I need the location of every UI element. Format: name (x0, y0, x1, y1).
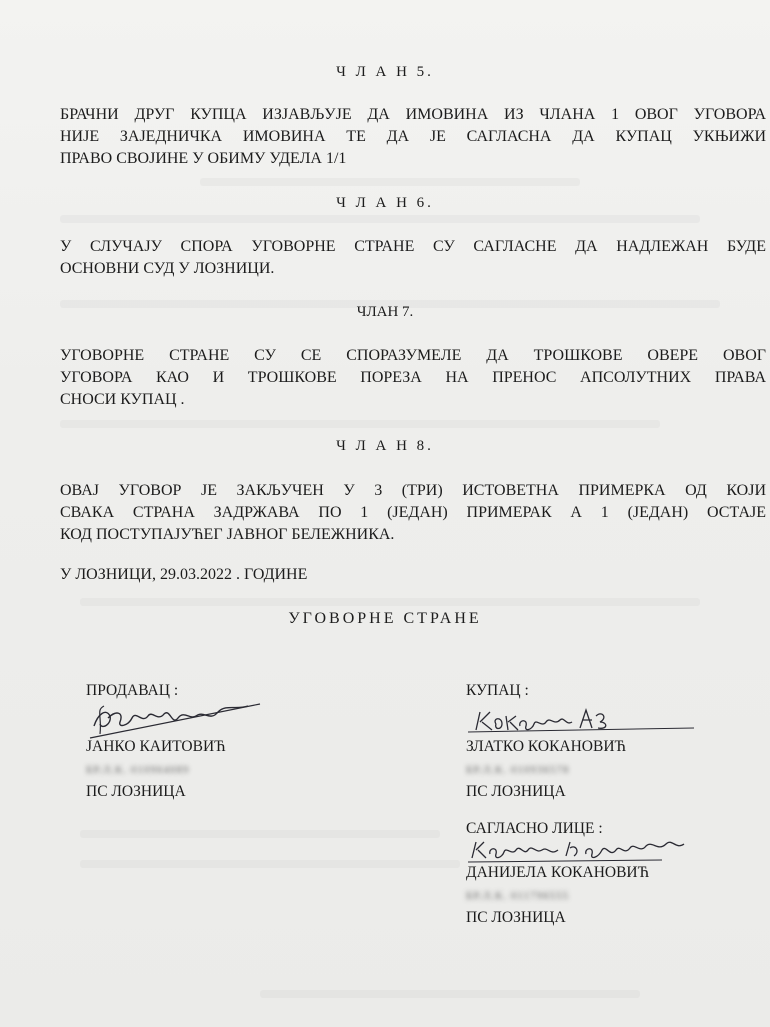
show-through-mark (60, 215, 700, 223)
article-7-line: СНОСИ КУПАЦ . (60, 391, 185, 408)
show-through-mark (80, 830, 440, 838)
consenting-name: ДАНИЈЕЛА КОКАНОВИЋ (466, 864, 650, 881)
buyer-issuer: ПС ЛОЗНИЦА (466, 783, 566, 800)
show-through-mark (80, 598, 700, 606)
place-and-date: У ЛОЗНИЦИ, 29.03.2022 . ГОДИНЕ (60, 566, 308, 583)
seller-issuer: ПС ЛОЗНИЦА (86, 783, 186, 800)
article-6-line: ОСНОВНИ СУД У ЛОЗНИЦИ. (60, 260, 275, 277)
buyer-signature (462, 704, 702, 740)
article-5-heading: Ч Л А Н 5. (336, 64, 434, 80)
article-6-text (60, 236, 766, 280)
article-8-line: КОД ПОСТУПАЈУЋЕГ ЈАВНОГ БЕЛЕЖНИКА. (60, 526, 395, 543)
article-5-line: ПРАВО СВОЈИНЕ У ОБИМУ УДЕЛА 1/1 (60, 150, 347, 167)
show-through-mark (60, 420, 660, 428)
contracting-parties-heading: УГОВОРНЕ СТРАНЕ (288, 610, 482, 627)
article-8-line: СВАКА СТРАНА ЗАДРЖАВА ПО 1 (ЈЕДАН) ПРИМЕРАК А 1 (ЈЕДАН) ОСТАЈЕ (60, 504, 766, 521)
article-8-text (60, 480, 766, 546)
consenting-signature (462, 832, 702, 866)
article-7-line: УГОВОРА КАО И ТРОШКОВЕ ПОРЕЗА НА ПРЕНОС АПСОЛУТНИХ ПРАВА (60, 369, 766, 386)
consenting-role: САГЛАСНО ЛИЦЕ : (466, 820, 603, 837)
article-6-heading: Ч Л А Н 6. (336, 195, 434, 211)
seller-id-redacted: БР.Л.К. 010964089 (86, 764, 190, 776)
article-7-text (60, 345, 766, 411)
buyer-name: ЗЛАТКО КОКАНОВИЋ (466, 738, 627, 755)
seller-name: ЈАНКО КАИТОВИЋ (86, 738, 226, 755)
buyer-id-redacted: БР.Л.К. 010936578 (466, 764, 570, 776)
show-through-mark (200, 178, 580, 186)
article-7-heading: ЧЛАН 7. (356, 304, 414, 320)
buyer-role: КУПАЦ : (466, 682, 529, 699)
consenting-issuer: ПС ЛОЗНИЦА (466, 909, 566, 926)
buyer-block (466, 680, 626, 803)
article-8-heading: Ч Л А Н 8. (336, 438, 434, 454)
consenting-id-redacted: БР.Л.К. 011796555 (466, 890, 569, 902)
article-7-line: УГОВОРНЕ СТРАНЕ СУ СЕ СПОРАЗУМЕЛЕ ДА ТРОШКОВЕ ОВЕРЕ ОВОГ (60, 347, 766, 364)
show-through-mark (260, 990, 640, 998)
seller-signature (80, 696, 270, 746)
seller-role: ПРОДАВАЦ : (86, 682, 179, 699)
show-through-mark (80, 860, 460, 868)
article-6-line: У СЛУЧАЈУ СПОРА УГОВОРНЕ СТРАНЕ СУ САГЛАСНЕ ДА НАДЛЕЖАН БУДЕ (60, 238, 766, 255)
article-5-line: БРАЧНИ ДРУГ КУПЦА ИЗЈАВЉУЈЕ ДА ИМОВИНА ИЗ ЧЛАНА 1 ОВОГ УГОВОРА (60, 106, 766, 123)
article-5-line: НИЈЕ ЗАЈЕДНИЧКА ИМОВИНА ТЕ ДА ЈЕ САГЛАСНА ДА КУПАЦ УКЊИЖИ (60, 128, 766, 145)
article-5-text (60, 104, 766, 170)
article-8-line: ОВАЈ УГОВОР ЈЕ ЗАКЉУЧЕН У 3 (ТРИ) ИСТОВЕТНА ПРИМЕРКА ОД КОЈИ (60, 482, 766, 499)
